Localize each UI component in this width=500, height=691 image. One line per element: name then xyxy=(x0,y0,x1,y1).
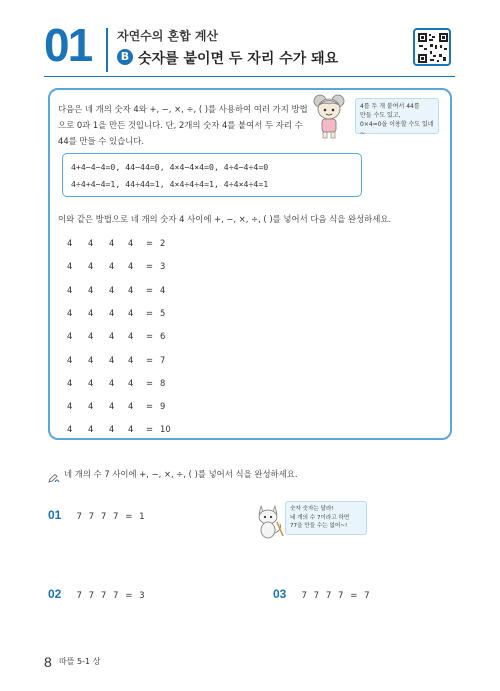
exercise-result: 6 xyxy=(160,331,166,342)
problem-number: 03 xyxy=(273,587,287,601)
operand: 4 xyxy=(128,331,134,342)
practice-instruction: 네 개의 수 7 사이에 +, −, ×, ÷, ( )를 넣어서 식을 완성하세요. xyxy=(64,469,298,479)
operand: 4 xyxy=(109,284,115,295)
operand: 4 xyxy=(128,284,134,295)
operand: 4 xyxy=(128,377,134,388)
girl-character-icon xyxy=(311,92,347,140)
problem-number: 02 xyxy=(48,587,62,601)
operand: 4 xyxy=(109,307,115,318)
qr-code-icon[interactable] xyxy=(413,28,451,66)
operand: 4 xyxy=(88,284,94,295)
operand: 4 xyxy=(67,401,73,412)
operand: 4 xyxy=(128,307,134,318)
equals-sign: = xyxy=(146,307,154,318)
equals-sign: = xyxy=(146,377,154,388)
operand: 4 xyxy=(88,377,94,388)
equals-sign: = xyxy=(146,401,154,412)
operand: 4 xyxy=(109,401,115,412)
exercise-result: 2 xyxy=(160,238,166,248)
problem-expression[interactable]: 7 7 7 7 = 3 xyxy=(76,591,147,601)
operand: 4 xyxy=(128,424,134,435)
operand: 4 xyxy=(109,424,115,435)
exercise-result: 5 xyxy=(160,307,166,318)
header-divider xyxy=(106,28,108,72)
operand: 4 xyxy=(67,238,73,248)
operand: 4 xyxy=(88,401,94,412)
problem-01 xyxy=(48,504,147,523)
exercise-result: 9 xyxy=(160,401,166,412)
operand: 4 xyxy=(128,238,134,248)
operand: 4 xyxy=(67,261,73,272)
hint-line: 네 개의 수 7이라고 하면 xyxy=(290,514,350,521)
equals-sign: = xyxy=(146,238,154,248)
header-rule xyxy=(44,76,455,77)
operand: 4 xyxy=(109,377,115,388)
page-number: 8 xyxy=(44,654,52,670)
exercise-instruction: 이와 같은 방법으로 네 개의 숫자 4 사이에 +, −, ×, ÷, ( )를 넣어서 다음 식을 완성하세요. xyxy=(58,214,392,224)
operand: 4 xyxy=(109,331,115,342)
intro-paragraph: 다음은 네 개의 숫자 4와 +, −, ×, ÷, ( )를 사용하여 여러 가지 방법으로 0과 1을 만든 것입니다. 단, 2개의 숫자 4를 붙여서 두 자리 수 44를 만들 수 있습니다. xyxy=(58,104,308,146)
unit-number: 01 xyxy=(44,19,92,71)
problem-02 xyxy=(48,583,147,602)
operand: 4 xyxy=(88,307,94,318)
exercise-result: 3 xyxy=(160,261,166,272)
equation-line: 4+4−4−4=0, 44−44=0, 4×4−4×4=0, 4÷4−4÷4=0 xyxy=(71,162,269,172)
problem-03 xyxy=(273,583,372,602)
operand: 4 xyxy=(109,238,115,248)
equals-sign: = xyxy=(146,284,154,295)
book-title: 따뜰 5-1 상 xyxy=(59,657,101,666)
operand: 4 xyxy=(128,401,134,412)
cat-character-icon xyxy=(255,500,285,540)
unit-category: 자연수의 혼합 계산 xyxy=(117,29,219,43)
section-badge: B xyxy=(117,49,133,65)
equals-sign: = xyxy=(146,331,154,342)
operand: 4 xyxy=(109,261,115,272)
operand: 4 xyxy=(67,307,73,318)
exercise-result: 8 xyxy=(160,377,166,388)
equals-sign: = xyxy=(146,424,154,435)
operand: 4 xyxy=(88,331,94,342)
pencil-icon xyxy=(48,469,60,479)
exercise-result: 10 xyxy=(160,424,171,435)
page-title: 숫자를 붙이면 두 자리 수가 돼요 xyxy=(138,51,339,67)
operand: 4 xyxy=(67,424,73,435)
equals-sign: = xyxy=(146,354,154,365)
operand: 4 xyxy=(88,354,94,365)
exercise-result: 4 xyxy=(160,284,166,295)
operand: 4 xyxy=(88,424,94,435)
operand: 4 xyxy=(109,354,115,365)
operand: 4 xyxy=(67,377,73,388)
operand: 4 xyxy=(67,284,73,295)
equation-line: 4÷4+4−4=1, 44÷44=1, 4×4÷4÷4=1, 4÷4×4÷4=1 xyxy=(71,179,269,189)
hint-line: 만들 수도 있고, xyxy=(360,112,401,119)
operand: 4 xyxy=(128,354,134,365)
hint-bubble xyxy=(355,98,439,137)
problem-expression[interactable]: 7 7 7 7 = 1 xyxy=(76,512,147,522)
operand: 4 xyxy=(67,331,73,342)
exercise-result: 7 xyxy=(160,354,166,365)
practice-hint-bubble xyxy=(285,501,367,535)
example-equations-box xyxy=(62,153,362,197)
operand: 4 xyxy=(88,261,94,272)
hint-line: 숫자 숫자는 달라! xyxy=(290,506,334,512)
operand: 4 xyxy=(128,261,134,272)
hint-line: 0×4=0을 이용할 수도 있네~ xyxy=(360,121,434,137)
hint-line: 77을 만들 수는 없어~! xyxy=(290,523,348,529)
problem-expression[interactable]: 7 7 7 7 = 7 xyxy=(301,591,372,601)
equals-sign: = xyxy=(146,261,154,272)
problem-number: 01 xyxy=(48,508,62,522)
operand: 4 xyxy=(67,354,73,365)
hint-line: 4를 두 개 붙여서 44를 xyxy=(360,103,420,110)
operand: 4 xyxy=(88,238,94,248)
